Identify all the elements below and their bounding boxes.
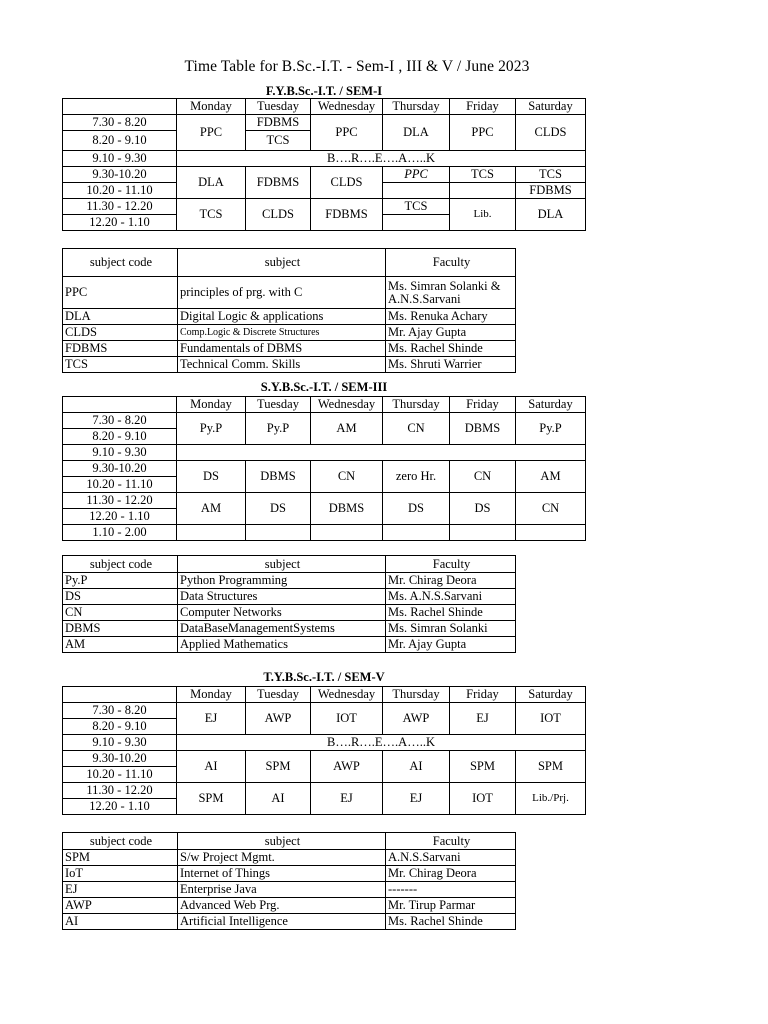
faculty-name: Mr. Ajay Gupta (386, 637, 516, 653)
day-header: Thursday (383, 397, 450, 413)
lecture-cell: AM (177, 493, 246, 525)
time-slot: 9.30-10.20 (63, 167, 177, 183)
subject-code: AM (63, 637, 178, 653)
lecture-cell: DS (246, 493, 311, 525)
lecture-cell: EJ (311, 783, 383, 815)
day-header: Friday (450, 99, 516, 115)
lecture-cell: AWP (311, 751, 383, 783)
empty-row (177, 445, 586, 461)
subject-name: Artificial Intelligence (178, 914, 386, 930)
sem5-legend (62, 832, 516, 930)
lecture-cell: SPM (450, 751, 516, 783)
subject-name: S/w Project Mgmt. (178, 850, 386, 866)
lecture-cell: DBMS (246, 461, 311, 493)
day-header: Monday (177, 99, 246, 115)
lecture-cell: CN (311, 461, 383, 493)
lecture-cell: DS (177, 461, 246, 493)
empty-cell (177, 525, 246, 541)
time-header (63, 99, 177, 115)
subject-code: Py.P (63, 573, 178, 589)
legend-header: subject (178, 556, 386, 573)
sem5-timetable (62, 686, 586, 815)
subject-code: AI (63, 914, 178, 930)
legend-header: subject code (63, 833, 178, 850)
time-slot: 8.20 - 9.10 (63, 719, 177, 735)
break-row: B….R….E….A…..K (177, 735, 586, 751)
lecture-cell: IOT (450, 783, 516, 815)
subject-name: Fundamentals of DBMS (178, 341, 386, 357)
lecture-cell: CLDS (246, 199, 311, 231)
time-slot: 8.20 - 9.10 (63, 429, 177, 445)
lecture-cell: AWP (383, 703, 450, 735)
faculty-name: A.N.S.Sarvani (386, 850, 516, 866)
lecture-cell: SPM (177, 783, 246, 815)
time-slot: 9.10 - 9.30 (63, 445, 177, 461)
time-slot: 12.20 - 1.10 (63, 215, 177, 231)
day-header: Tuesday (246, 687, 311, 703)
time-slot: 7.30 - 8.20 (63, 703, 177, 719)
day-header: Monday (177, 687, 246, 703)
subject-name: Internet of Things (178, 866, 386, 882)
empty-cell (450, 525, 516, 541)
subject-name: Applied Mathematics (178, 637, 386, 653)
sem5-heading: T.Y.B.Sc.-I.T. / SEM-V (263, 670, 385, 684)
subject-name: Comp.Logic & Discrete Structures (178, 325, 386, 341)
day-header: Wednesday (311, 99, 383, 115)
sem3-heading: S.Y.B.Sc.-I.T. / SEM-III (260, 380, 388, 394)
time-slot: 8.20 - 9.10 (63, 131, 177, 151)
time-slot: 12.20 - 1.10 (63, 799, 177, 815)
time-slot: 10.20 - 11.10 (63, 477, 177, 493)
sem1-timetable (62, 98, 586, 231)
day-header: Tuesday (246, 397, 311, 413)
subject-code: DLA (63, 309, 178, 325)
subject-code: SPM (63, 850, 178, 866)
faculty-name: Ms. Rachel Shinde (386, 341, 516, 357)
day-header: Saturday (516, 397, 586, 413)
lecture-cell: PPC (383, 167, 450, 183)
subject-code: IoT (63, 866, 178, 882)
lecture-cell: AI (246, 783, 311, 815)
time-slot: 9.30-10.20 (63, 461, 177, 477)
subject-name: Technical Comm. Skills (178, 357, 386, 373)
subject-name: Python Programming (178, 573, 386, 589)
lecture-cell: DS (450, 493, 516, 525)
legend-header: subject code (63, 249, 178, 277)
faculty-name: Ms. Renuka Achary (386, 309, 516, 325)
lecture-cell: Lib./Prj. (516, 783, 586, 815)
faculty-name: Ms. Rachel Shinde (386, 605, 516, 621)
empty-cell (450, 183, 516, 199)
subject-code: DBMS (63, 621, 178, 637)
day-header: Friday (450, 687, 516, 703)
empty-cell (516, 525, 586, 541)
lecture-cell: AI (383, 751, 450, 783)
faculty-name: Mr. Chirag Deora (386, 573, 516, 589)
time-slot: 10.20 - 11.10 (63, 183, 177, 199)
time-slot: 1.10 - 2.00 (63, 525, 177, 541)
lecture-cell: FDBMS (311, 199, 383, 231)
time-slot: 12.20 - 1.10 (63, 509, 177, 525)
legend-header: Faculty (386, 556, 516, 573)
lecture-cell: TCS (450, 167, 516, 183)
subject-name: Data Structures (178, 589, 386, 605)
time-slot: 7.30 - 8.20 (63, 115, 177, 131)
sem3-legend (62, 555, 516, 653)
time-slot: 9.30-10.20 (63, 751, 177, 767)
lecture-cell: SPM (246, 751, 311, 783)
faculty-name: Ms. Shruti Warrier (386, 357, 516, 373)
day-header: Thursday (383, 687, 450, 703)
day-header: Monday (177, 397, 246, 413)
day-header: Wednesday (311, 397, 383, 413)
lecture-cell: CN (383, 413, 450, 445)
sem1-heading: F.Y.B.Sc.-I.T. / SEM-I (265, 84, 383, 98)
subject-code: DS (63, 589, 178, 605)
lecture-cell: TCS (177, 199, 246, 231)
empty-cell (246, 525, 311, 541)
lecture-cell: zero Hr. (383, 461, 450, 493)
lecture-cell: EJ (383, 783, 450, 815)
empty-cell (311, 525, 383, 541)
lecture-cell: CN (516, 493, 586, 525)
lecture-cell: IOT (311, 703, 383, 735)
subject-code: TCS (63, 357, 178, 373)
lecture-cell: AM (516, 461, 586, 493)
faculty-name: Mr. Ajay Gupta (386, 325, 516, 341)
faculty-name: Ms. A.N.S.Sarvani (386, 589, 516, 605)
sem1-legend (62, 248, 516, 373)
time-slot: 7.30 - 8.20 (63, 413, 177, 429)
lecture-cell: Py.P (246, 413, 311, 445)
time-slot: 9.10 - 9.30 (63, 735, 177, 751)
sem3-timetable (62, 396, 586, 541)
subject-name: Enterprise Java (178, 882, 386, 898)
lecture-cell: TCS (246, 131, 311, 151)
lecture-cell: DLA (516, 199, 586, 231)
legend-header: Faculty (386, 833, 516, 850)
time-header (63, 687, 177, 703)
lecture-cell: IOT (516, 703, 586, 735)
lecture-cell: Py.P (177, 413, 246, 445)
lecture-cell: EJ (450, 703, 516, 735)
lecture-cell: DLA (383, 115, 450, 151)
lecture-cell: EJ (177, 703, 246, 735)
faculty-name: Mr. Tirup Parmar (386, 898, 516, 914)
lecture-cell: PPC (177, 115, 246, 151)
empty-cell (383, 215, 450, 231)
lecture-cell: PPC (450, 115, 516, 151)
day-header: Thursday (383, 99, 450, 115)
lecture-cell: Lib. (450, 199, 516, 231)
lecture-cell: SPM (516, 751, 586, 783)
lecture-cell: AWP (246, 703, 311, 735)
time-slot: 11.30 - 12.20 (63, 783, 177, 799)
time-header (63, 397, 177, 413)
time-slot: 10.20 - 11.10 (63, 767, 177, 783)
lecture-cell: PPC (311, 115, 383, 151)
subject-code: CLDS (63, 325, 178, 341)
day-header: Saturday (516, 687, 586, 703)
lecture-cell: DBMS (311, 493, 383, 525)
legend-header: subject (178, 833, 386, 850)
lecture-cell: TCS (383, 199, 450, 215)
lecture-cell: DLA (177, 167, 246, 199)
time-slot: 11.30 - 12.20 (63, 493, 177, 509)
faculty-name: ------- (386, 882, 516, 898)
empty-cell (383, 525, 450, 541)
lecture-cell: CLDS (311, 167, 383, 199)
lecture-cell: AM (311, 413, 383, 445)
faculty-name: Ms. Simran Solanki & A.N.S.Sarvani (386, 277, 516, 309)
lecture-cell: FDBMS (246, 167, 311, 199)
page-title: Time Table for B.Sc.-I.T. - Sem-I , III & V / June 2023 (184, 58, 530, 75)
break-row: B….R….E….A…..K (177, 151, 586, 167)
day-header: Saturday (516, 99, 586, 115)
subject-code: CN (63, 605, 178, 621)
faculty-name: Ms. Rachel Shinde (386, 914, 516, 930)
subject-name: DataBaseManagementSystems (178, 621, 386, 637)
lecture-cell: AI (177, 751, 246, 783)
lecture-cell: Py.P (516, 413, 586, 445)
lecture-cell: TCS (516, 167, 586, 183)
subject-name: Digital Logic & applications (178, 309, 386, 325)
lecture-cell: DS (383, 493, 450, 525)
subject-code: AWP (63, 898, 178, 914)
subject-code: FDBMS (63, 341, 178, 357)
lecture-cell: DBMS (450, 413, 516, 445)
time-slot: 11.30 - 12.20 (63, 199, 177, 215)
subject-name: Computer Networks (178, 605, 386, 621)
subject-name: Advanced Web Prg. (178, 898, 386, 914)
day-header: Wednesday (311, 687, 383, 703)
day-header: Friday (450, 397, 516, 413)
subject-code: PPC (63, 277, 178, 309)
legend-header: subject (178, 249, 386, 277)
legend-header: subject code (63, 556, 178, 573)
time-slot: 9.10 - 9.30 (63, 151, 177, 167)
faculty-name: Ms. Simran Solanki (386, 621, 516, 637)
lecture-cell: CN (450, 461, 516, 493)
faculty-name: Mr. Chirag Deora (386, 866, 516, 882)
lecture-cell: FDBMS (516, 183, 586, 199)
empty-cell (383, 183, 450, 199)
lecture-cell: FDBMS (246, 115, 311, 131)
lecture-cell: CLDS (516, 115, 586, 151)
legend-header: Faculty (386, 249, 516, 277)
subject-name: principles of prg. with C (178, 277, 386, 309)
subject-code: EJ (63, 882, 178, 898)
day-header: Tuesday (246, 99, 311, 115)
